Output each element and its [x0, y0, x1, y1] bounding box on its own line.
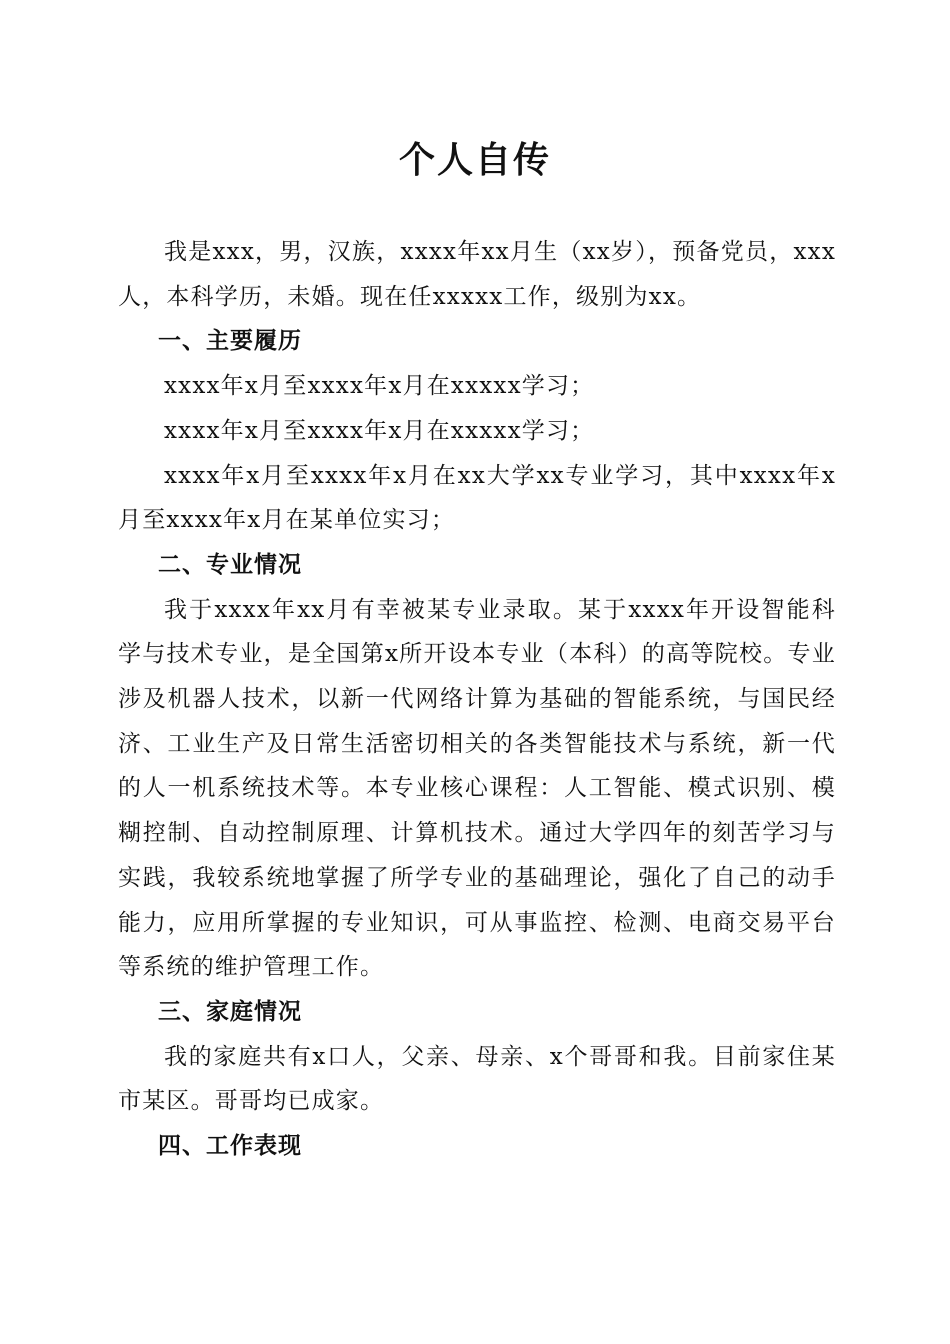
- section-heading-family: 三、家庭情况: [158, 998, 302, 1025]
- section-heading-resume: 一、主要履历: [158, 328, 302, 355]
- family-paragraph: 我的家庭共有x口人，父亲、母亲、x个哥哥和我。目前家住某市某区。哥哥均已成家。: [118, 1043, 836, 1115]
- document-body: [118, 230, 836, 1169]
- resume-item: xxxx年x月至xxxx年x月在xx大学xx专业学习，其中xxxx年x月至xxxx年x月在某单位实习；: [118, 462, 836, 534]
- resume-item: xxxx年x月至xxxx年x月在xxxxx学习；: [164, 373, 595, 400]
- resume-item: xxxx年x月至xxxx年x月在xxxxx学习；: [164, 417, 595, 444]
- section-heading-major: 二、专业情况: [158, 551, 302, 578]
- intro-paragraph: 我是xxx，男，汉族，xxxx年xx月生（xx岁），预备党员，xxx人，本科学历，未婚。现在任xxxxx工作，级别为xx。: [118, 239, 836, 310]
- section-heading-work: 四、工作表现: [158, 1133, 302, 1160]
- major-paragraph: 我于xxxx年xx月有幸被某专业录取。某于xxxx年开设智能科学与技术专业，是全国第x所开设本专业（本科）的高等院校。专业涉及机器人技术，以新一代网络计算为基础的智能系统，与国民经济、工业生产及日常生活密切相关的各类智能技术与系统，新一代的人一机系统技术等。本专业核心课程：人工智能、模式识别、模糊控制、自动控制原理、计算机技术。通过大学四年的刻苦学习与实践，我较系统地掌握了所学专业的基础理论，强化了自己的动手能力，应用所掌握的专业知识，可从事监控、检测、电商交易平台等系统的维护管理工作。: [118, 596, 836, 981]
- page-title: 个人自传: [398, 139, 551, 181]
